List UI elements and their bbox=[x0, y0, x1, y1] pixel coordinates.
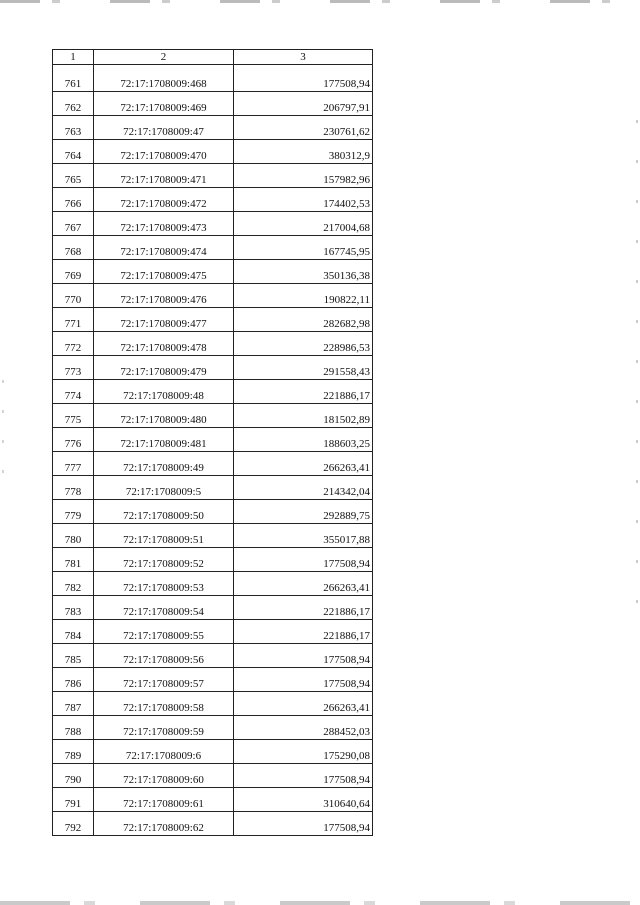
table-row bbox=[53, 212, 373, 236]
table-row bbox=[53, 620, 373, 644]
cadastral-value-cell: 177508,94 bbox=[234, 65, 373, 92]
row-number-cell: 765 bbox=[53, 164, 94, 188]
table-row bbox=[53, 140, 373, 164]
row-number-cell: 775 bbox=[53, 404, 94, 428]
table-row bbox=[53, 572, 373, 596]
cadastral-value-cell: 288452,03 bbox=[234, 716, 373, 740]
cadastral-number-cell: 72:17:1708009:477 bbox=[94, 308, 234, 332]
row-number-cell: 776 bbox=[53, 428, 94, 452]
cadastral-number-cell: 72:17:1708009:478 bbox=[94, 332, 234, 356]
row-number-cell: 768 bbox=[53, 236, 94, 260]
table-row bbox=[53, 260, 373, 284]
cadastral-number-cell: 72:17:1708009:56 bbox=[94, 644, 234, 668]
cadastral-value-cell: 355017,88 bbox=[234, 524, 373, 548]
cadastral-number-cell: 72:17:1708009:468 bbox=[94, 65, 234, 92]
cadastral-number-cell: 72:17:1708009:51 bbox=[94, 524, 234, 548]
row-number-cell: 771 bbox=[53, 308, 94, 332]
table-row bbox=[53, 644, 373, 668]
cadastral-value-cell: 230761,62 bbox=[234, 116, 373, 140]
header-col-3: 3 bbox=[234, 50, 373, 65]
table-row bbox=[53, 524, 373, 548]
cadastral-number-cell: 72:17:1708009:54 bbox=[94, 596, 234, 620]
row-number-cell: 767 bbox=[53, 212, 94, 236]
table-row bbox=[53, 812, 373, 836]
table-row bbox=[53, 236, 373, 260]
cadastral-number-cell: 72:17:1708009:57 bbox=[94, 668, 234, 692]
table-row bbox=[53, 740, 373, 764]
cadastral-value-cell: 310640,64 bbox=[234, 788, 373, 812]
table-row bbox=[53, 428, 373, 452]
cadastral-number-cell: 72:17:1708009:470 bbox=[94, 140, 234, 164]
cadastral-number-cell: 72:17:1708009:62 bbox=[94, 812, 234, 836]
row-number-cell: 764 bbox=[53, 140, 94, 164]
table-row bbox=[53, 380, 373, 404]
header-col-2: 2 bbox=[94, 50, 234, 65]
cadastral-value-cell: 177508,94 bbox=[234, 548, 373, 572]
table-row bbox=[53, 452, 373, 476]
row-number-cell: 792 bbox=[53, 812, 94, 836]
cadastral-value-cell: 228986,53 bbox=[234, 332, 373, 356]
cadastral-value-cell: 380312,9 bbox=[234, 140, 373, 164]
cadastral-number-cell: 72:17:1708009:48 bbox=[94, 380, 234, 404]
row-number-cell: 780 bbox=[53, 524, 94, 548]
scan-edge-left bbox=[2, 380, 4, 500]
row-number-cell: 763 bbox=[53, 116, 94, 140]
scan-edge-top bbox=[0, 0, 640, 3]
table-row bbox=[53, 716, 373, 740]
cadastral-number-cell: 72:17:1708009:475 bbox=[94, 260, 234, 284]
cadastral-value-cell: 214342,04 bbox=[234, 476, 373, 500]
row-number-cell: 774 bbox=[53, 380, 94, 404]
cadastral-number-cell: 72:17:1708009:53 bbox=[94, 572, 234, 596]
row-number-cell: 770 bbox=[53, 284, 94, 308]
table-row bbox=[53, 284, 373, 308]
table-header bbox=[53, 50, 373, 65]
table-row bbox=[53, 788, 373, 812]
cadastral-number-cell: 72:17:1708009:473 bbox=[94, 212, 234, 236]
row-number-cell: 787 bbox=[53, 692, 94, 716]
cadastral-number-cell: 72:17:1708009:469 bbox=[94, 92, 234, 116]
row-number-cell: 762 bbox=[53, 92, 94, 116]
row-number-cell: 766 bbox=[53, 188, 94, 212]
table-row bbox=[53, 188, 373, 212]
cadastral-value-cell: 177508,94 bbox=[234, 764, 373, 788]
cadastral-number-cell: 72:17:1708009:50 bbox=[94, 500, 234, 524]
table-row bbox=[53, 500, 373, 524]
cadastral-number-cell: 72:17:1708009:474 bbox=[94, 236, 234, 260]
row-number-cell: 785 bbox=[53, 644, 94, 668]
row-number-cell: 788 bbox=[53, 716, 94, 740]
table-row bbox=[53, 332, 373, 356]
row-number-cell: 784 bbox=[53, 620, 94, 644]
table-row bbox=[53, 404, 373, 428]
cadastral-number-cell: 72:17:1708009:49 bbox=[94, 452, 234, 476]
table-row bbox=[53, 65, 373, 92]
cadastral-value-cell: 292889,75 bbox=[234, 500, 373, 524]
table-row bbox=[53, 92, 373, 116]
cadastral-value-cell: 221886,17 bbox=[234, 380, 373, 404]
cadastral-value-cell: 282682,98 bbox=[234, 308, 373, 332]
cadastral-number-cell: 72:17:1708009:6 bbox=[94, 740, 234, 764]
cadastral-number-cell: 72:17:1708009:60 bbox=[94, 764, 234, 788]
cadastral-value-cell: 266263,41 bbox=[234, 692, 373, 716]
cadastral-number-cell: 72:17:1708009:479 bbox=[94, 356, 234, 380]
row-number-cell: 779 bbox=[53, 500, 94, 524]
scan-edge-bottom bbox=[0, 901, 640, 905]
cadastral-number-cell: 72:17:1708009:480 bbox=[94, 404, 234, 428]
cadastral-value-cell: 157982,96 bbox=[234, 164, 373, 188]
table-row bbox=[53, 764, 373, 788]
row-number-cell: 773 bbox=[53, 356, 94, 380]
table-row bbox=[53, 548, 373, 572]
cadastral-value-cell: 221886,17 bbox=[234, 620, 373, 644]
row-number-cell: 782 bbox=[53, 572, 94, 596]
cadastral-number-cell: 72:17:1708009:471 bbox=[94, 164, 234, 188]
row-number-cell: 789 bbox=[53, 740, 94, 764]
cadastral-value-cell: 190822,11 bbox=[234, 284, 373, 308]
table-body bbox=[53, 65, 373, 836]
cadastral-value-cell: 350136,38 bbox=[234, 260, 373, 284]
table-row bbox=[53, 164, 373, 188]
cadastral-value-cell: 221886,17 bbox=[234, 596, 373, 620]
cadastral-value-cell: 291558,43 bbox=[234, 356, 373, 380]
row-number-cell: 761 bbox=[53, 65, 94, 92]
table-row bbox=[53, 692, 373, 716]
table-row bbox=[53, 116, 373, 140]
header-col-1: 1 bbox=[53, 50, 94, 65]
cadastral-value-cell: 167745,95 bbox=[234, 236, 373, 260]
scan-edge-right bbox=[636, 120, 638, 620]
cadastral-number-cell: 72:17:1708009:58 bbox=[94, 692, 234, 716]
row-number-cell: 781 bbox=[53, 548, 94, 572]
cadastral-value-cell: 177508,94 bbox=[234, 812, 373, 836]
cadastral-number-cell: 72:17:1708009:61 bbox=[94, 788, 234, 812]
cadastral-value-table bbox=[52, 49, 373, 836]
cadastral-value-cell: 177508,94 bbox=[234, 644, 373, 668]
table-row bbox=[53, 668, 373, 692]
row-number-cell: 791 bbox=[53, 788, 94, 812]
cadastral-number-cell: 72:17:1708009:5 bbox=[94, 476, 234, 500]
table-row bbox=[53, 356, 373, 380]
cadastral-number-cell: 72:17:1708009:55 bbox=[94, 620, 234, 644]
cadastral-value-cell: 266263,41 bbox=[234, 572, 373, 596]
cadastral-number-cell: 72:17:1708009:59 bbox=[94, 716, 234, 740]
row-number-cell: 769 bbox=[53, 260, 94, 284]
cadastral-number-cell: 72:17:1708009:481 bbox=[94, 428, 234, 452]
table-row bbox=[53, 308, 373, 332]
row-number-cell: 777 bbox=[53, 452, 94, 476]
cadastral-value-cell: 181502,89 bbox=[234, 404, 373, 428]
table-row bbox=[53, 596, 373, 620]
table-row bbox=[53, 476, 373, 500]
cadastral-number-cell: 72:17:1708009:47 bbox=[94, 116, 234, 140]
row-number-cell: 790 bbox=[53, 764, 94, 788]
row-number-cell: 783 bbox=[53, 596, 94, 620]
cadastral-value-cell: 177508,94 bbox=[234, 668, 373, 692]
cadastral-number-cell: 72:17:1708009:52 bbox=[94, 548, 234, 572]
row-number-cell: 786 bbox=[53, 668, 94, 692]
cadastral-value-cell: 266263,41 bbox=[234, 452, 373, 476]
row-number-cell: 778 bbox=[53, 476, 94, 500]
cadastral-number-cell: 72:17:1708009:472 bbox=[94, 188, 234, 212]
header-row bbox=[53, 50, 373, 65]
row-number-cell: 772 bbox=[53, 332, 94, 356]
cadastral-value-cell: 206797,91 bbox=[234, 92, 373, 116]
cadastral-value-cell: 217004,68 bbox=[234, 212, 373, 236]
cadastral-number-cell: 72:17:1708009:476 bbox=[94, 284, 234, 308]
cadastral-value-cell: 188603,25 bbox=[234, 428, 373, 452]
cadastral-value-cell: 175290,08 bbox=[234, 740, 373, 764]
cadastral-value-cell: 174402,53 bbox=[234, 188, 373, 212]
